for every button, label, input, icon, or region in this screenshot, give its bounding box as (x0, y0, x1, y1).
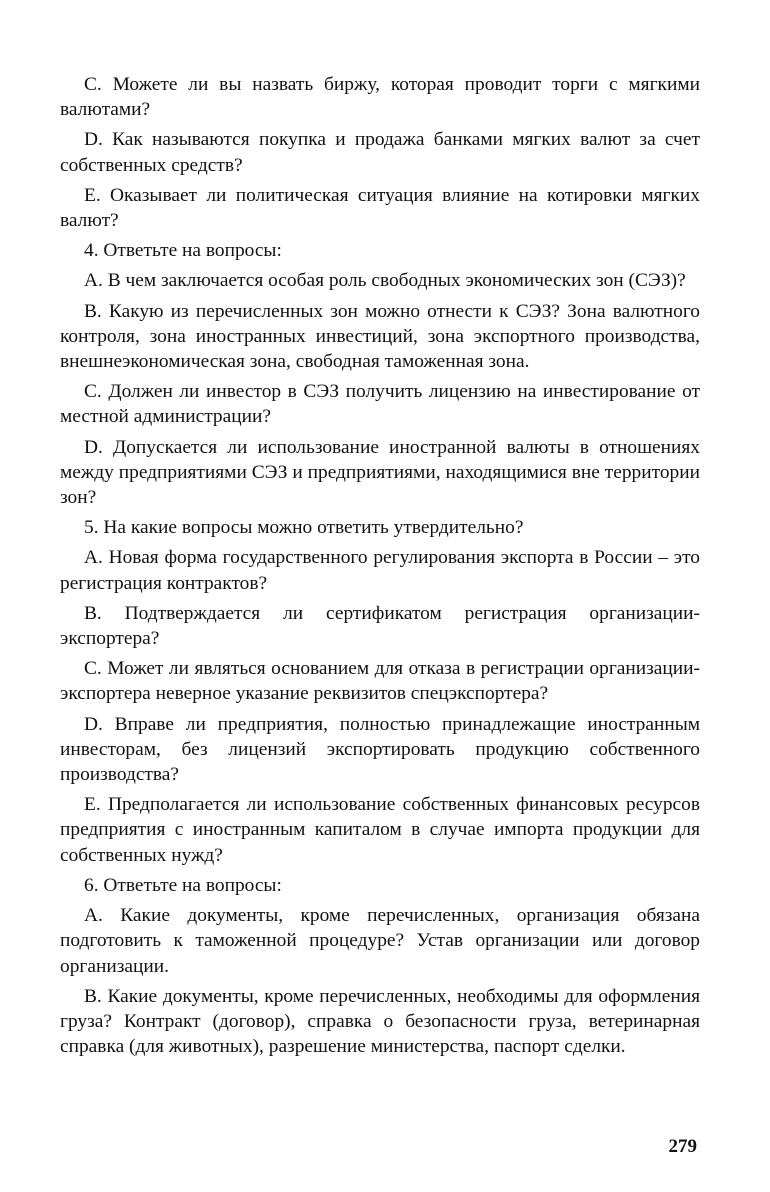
paragraph-c-exchange: C. Можете ли вы назвать биржу, которая проводит торги с мягкими валютами? (60, 74, 700, 121)
task-5-heading: 5. На какие вопросы можно ответить утвердительно? (84, 517, 524, 539)
paragraph-b-certificate: B. Подтверждается ли сертификатом регистрация организации-экспортера? (60, 602, 700, 650)
paragraph-e-financial-resources: E. Предполагается ли использование собственных финансовых ресурсов предприятия с иностранным капиталом в случае импорта продукции для собственных нужд? (60, 794, 700, 866)
paragraph-d-bank-trading: D. Как называются покупка и продажа банками мягких валют за счет собственных средств? (60, 129, 700, 176)
paragraph-a-sez-role: A. В чем заключается особая роль свободных экономических зон (СЭЗ)? (84, 270, 686, 292)
task-4-heading: 4. Ответьте на вопросы: (84, 240, 282, 262)
paragraph-d-currency: D. Допускается ли использование иностранной валюты в отношениях между предприятиями СЭЗ и предприятиями, находящимися вне территории зон? (60, 436, 700, 509)
paragraph-a-customs-documents: A. Какие документы, кроме перечисленных, организация обязана подготовить к таможенной процедуре? Устав организации или договор организации. (60, 905, 700, 977)
page-number: 279 (668, 1136, 697, 1157)
paragraph-c-refusal: C. Может ли являться основанием для отказа в регистрации организации-экспортера неверное указание реквизитов спецэкспортера? (60, 658, 700, 705)
paragraph-e-political: E. Оказывает ли политическая ситуация влияние на котировки мягких валют? (60, 184, 700, 232)
paragraph-a-export-regulation: A. Новая форма государственного регулирования экспорта в России – это регистрация контрактов? (60, 547, 700, 594)
paragraph-c-license: C. Должен ли инвестор в СЭЗ получить лицензию на инвестирование от местной администрации? (60, 381, 700, 428)
paragraph-b-sez-zones: B. Какую из перечисленных зон можно отнести к СЭЗ? Зона валютного контроля, зона иностранных инвестиций, зона экспортного производства, внешнеэкономическая зона, свободная таможенная зона. (60, 300, 700, 373)
page-body (60, 72, 700, 1064)
paragraph-d-foreign-owned: D. Вправе ли предприятия, полностью принадлежащие иностранным инвесторам, без лицензий экспортировать продукцию собственного производства? (60, 713, 700, 786)
paragraph-b-cargo-documents: B. Какие документы, кроме перечисленных, необходимы для оформления груза? Контракт (договор), справка о безопасности груза, ветеринарная справка (для животных), разрешение министерства, паспорт сделки. (60, 985, 700, 1058)
task-6-heading: 6. Ответьте на вопросы: (84, 874, 282, 896)
